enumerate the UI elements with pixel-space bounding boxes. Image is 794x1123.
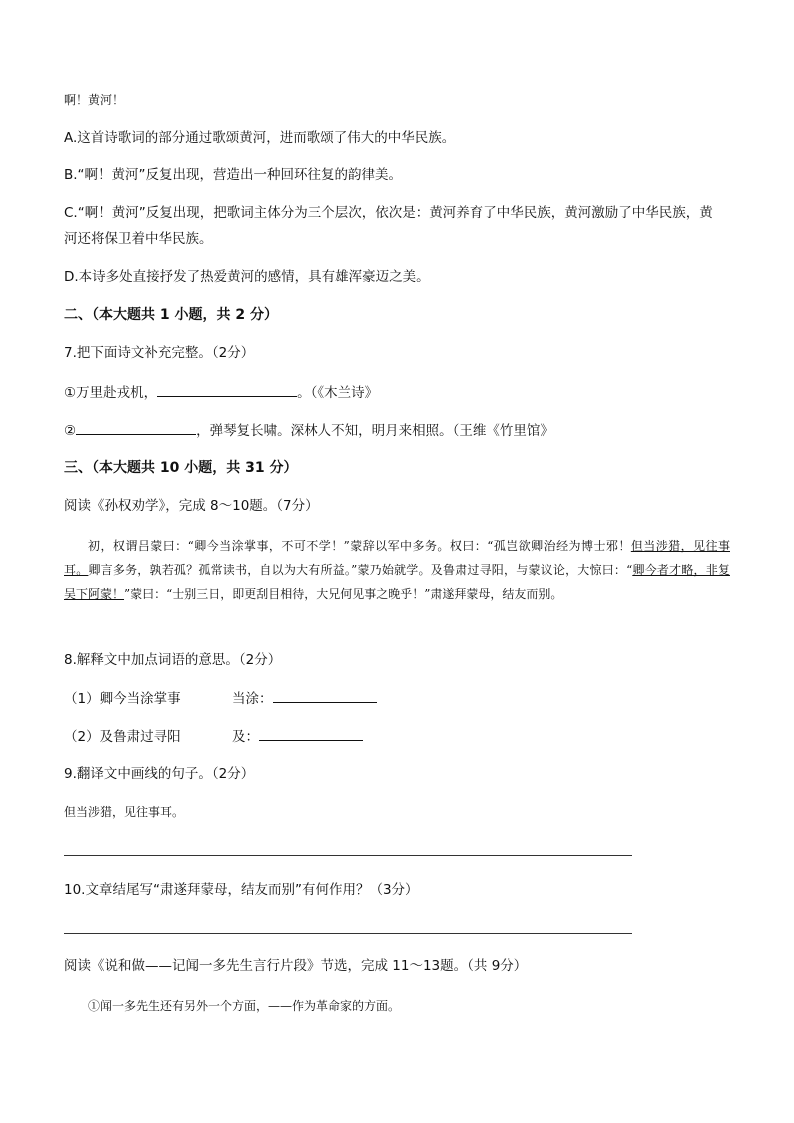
q8-item2-label: （2）及鲁肃过寻阳 bbox=[64, 729, 181, 745]
q8-item1 bbox=[64, 688, 377, 709]
q6-option-c-line2: 河还将保卫着中华民族。 bbox=[64, 231, 213, 247]
q7-item2-prefix: ② bbox=[64, 423, 77, 439]
q6-option-d: D.本诗多处直接抒发了热爱黄河的感情，具有雄浑豪迈之美。 bbox=[64, 269, 430, 285]
q10-answer-line[interactable] bbox=[64, 933, 632, 934]
q8-item1-blank[interactable] bbox=[273, 688, 377, 703]
q6-option-c-line1: C.“啊！黄河”反复出现，把歌词主体分为三个层次，依次是：黄河养育了中华民族，黄河激励了中华民族，黄 bbox=[64, 205, 713, 221]
section2-heading: 二、（本大题共 1 小题，共 2 分） bbox=[64, 307, 278, 323]
q7-item1-prefix: ①万里赴戎机， bbox=[64, 385, 158, 401]
passage-text-2: 卿言多务，孰若孤？孤常读书，自以为大有所益。”蒙乃始就学。及鲁肃过寻阳，与蒙议论，大惊曰：“ bbox=[88, 563, 633, 577]
q7-item2-suffix: ，弹琴复长啸。深林人不知，明月来相照。（王维《竹里馆》 bbox=[196, 423, 554, 439]
underlined-sentence-1: 但当涉猎，见往事耳。 bbox=[64, 539, 730, 577]
passage-text-3: ”蒙曰：“士别三日，即更刮目相待，大兄何见事之晚乎！”肃遂拜蒙母，结友而别。 bbox=[124, 587, 563, 601]
reading2-paragraph1: ①闻一多先生还有另外一个方面，——作为革命家的方面。 bbox=[88, 999, 401, 1013]
q9-sentence: 但当涉猎，见往事耳。 bbox=[64, 805, 185, 819]
reading1-passage bbox=[64, 534, 730, 606]
q6-option-b: B.“啊！黄河”反复出现，营造出一种回环往复的韵律美。 bbox=[64, 167, 403, 183]
reading1-intro: 阅读《孙权劝学》，完成 8～10题。（7分） bbox=[64, 498, 319, 514]
q8-item1-label: （1）卿今当涂掌事 bbox=[64, 691, 181, 707]
q8-item2-blank[interactable] bbox=[259, 726, 363, 741]
q8-stem: 8.解释文中加点词语的意思。（2分） bbox=[64, 652, 282, 668]
q8-item2 bbox=[64, 726, 363, 747]
q9-answer-line[interactable] bbox=[64, 855, 632, 856]
poem-tail: 啊！黄河！ bbox=[64, 93, 125, 107]
q7-stem: 7.把下面诗文补充完整。（2分） bbox=[64, 345, 255, 361]
reading2-intro: 阅读《说和做——记闻一多先生言行片段》节选，完成 11～13题。（共 9分） bbox=[64, 958, 528, 974]
q7-item1 bbox=[64, 382, 378, 403]
q8-item2-key: 及： bbox=[232, 729, 259, 745]
underlined-sentence-2: 卿今者才略，非复吴下阿蒙！ bbox=[64, 563, 730, 601]
q7-item1-suffix: 。（《木兰诗》 bbox=[297, 385, 379, 401]
section3-heading: 三、（本大题共 10 小题，共 31 分） bbox=[64, 460, 298, 476]
q9-stem: 9.翻译文中画线的句子。（2分） bbox=[64, 766, 255, 782]
q8-item1-key: 当涂： bbox=[232, 691, 273, 707]
q7-item2 bbox=[64, 420, 554, 441]
q10-stem: 10.文章结尾写“肃遂拜蒙母，结友而别”有何作用？（3分） bbox=[64, 882, 419, 898]
q6-option-a: A.这首诗歌词的部分通过歌颂黄河，进而歌颂了伟大的中华民族。 bbox=[64, 130, 456, 146]
passage-text-1: 初，权谓吕蒙曰：“卿今当涂掌事，不可不学！”蒙辞以军中多务。权曰：“孤岂欲卿治经为博士邪！ bbox=[88, 539, 631, 553]
q7-item1-blank[interactable] bbox=[157, 382, 297, 397]
q7-item2-blank[interactable] bbox=[76, 420, 196, 435]
